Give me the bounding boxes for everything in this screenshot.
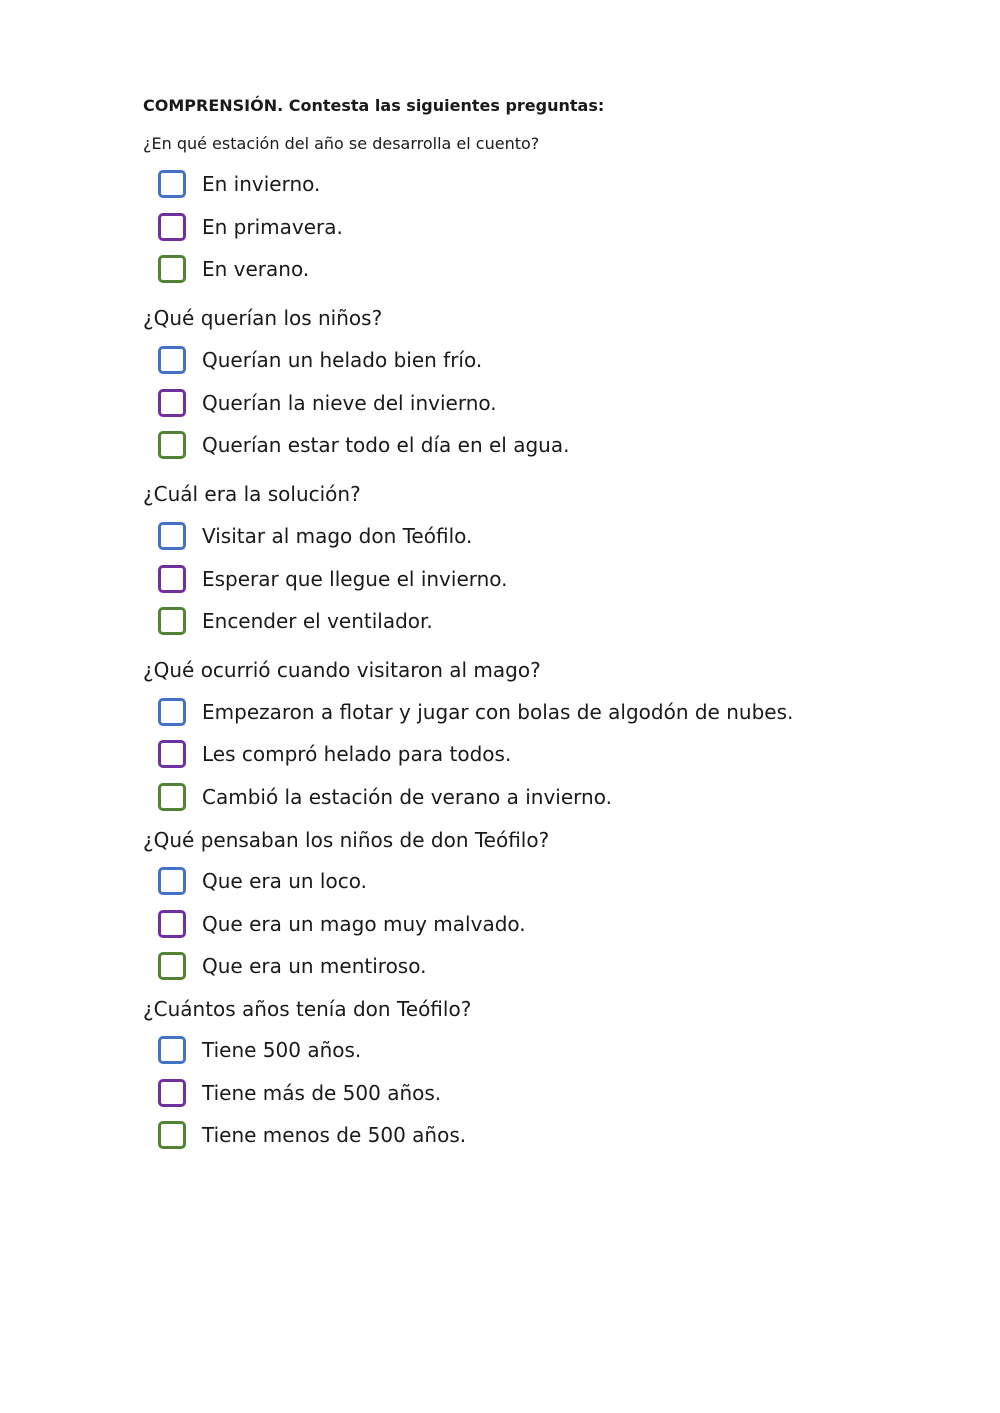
checkbox-blue[interactable] xyxy=(158,867,186,895)
checkbox-blue[interactable] xyxy=(158,170,186,198)
checkbox-purple[interactable] xyxy=(158,910,186,938)
option-label: Que era un mentiroso. xyxy=(202,954,427,978)
checkbox-blue[interactable] xyxy=(158,698,186,726)
option-label: Tiene más de 500 años. xyxy=(202,1081,442,1105)
checkbox-green[interactable] xyxy=(158,783,186,811)
option-2-1[interactable] xyxy=(158,343,482,377)
option-2-3[interactable] xyxy=(158,428,569,462)
checkbox-blue[interactable] xyxy=(158,522,186,550)
checkbox-blue[interactable] xyxy=(158,346,186,374)
checkbox-green[interactable] xyxy=(158,952,186,980)
option-label: En primavera. xyxy=(202,215,343,239)
option-2-2[interactable] xyxy=(158,386,497,420)
option-1-3[interactable] xyxy=(158,252,309,286)
option-label: Empezaron a flotar y jugar con bolas de algodón de nubes. xyxy=(202,700,794,724)
option-5-1[interactable] xyxy=(158,864,367,898)
worksheet-heading: COMPRENSIÓN. Contesta las siguientes preguntas: xyxy=(143,96,605,115)
option-label: Encender el ventilador. xyxy=(202,609,433,633)
option-label: Tiene 500 años. xyxy=(202,1038,362,1062)
checkbox-green[interactable] xyxy=(158,1121,186,1149)
option-5-2[interactable] xyxy=(158,907,526,941)
option-6-2[interactable] xyxy=(158,1076,441,1110)
option-label: Cambió la estación de verano a invierno. xyxy=(202,785,612,809)
option-3-2[interactable] xyxy=(158,562,508,596)
option-label: En invierno. xyxy=(202,172,321,196)
option-3-1[interactable] xyxy=(158,519,472,553)
question-1: ¿En qué estación del año se desarrolla el cuento? xyxy=(143,134,540,153)
question-2: ¿Qué querían los niños? xyxy=(143,306,383,330)
question-6: ¿Cuántos años tenía don Teófilo? xyxy=(143,997,472,1021)
option-4-2[interactable] xyxy=(158,737,511,771)
option-label: Visitar al mago don Teófilo. xyxy=(202,524,473,548)
checkbox-purple[interactable] xyxy=(158,389,186,417)
question-5: ¿Qué pensaban los niños de don Teófilo? xyxy=(143,828,550,852)
checkbox-purple[interactable] xyxy=(158,213,186,241)
checkbox-blue[interactable] xyxy=(158,1036,186,1064)
checkbox-green[interactable] xyxy=(158,607,186,635)
option-6-3[interactable] xyxy=(158,1118,466,1152)
option-label: Tiene menos de 500 años. xyxy=(202,1123,467,1147)
checkbox-purple[interactable] xyxy=(158,740,186,768)
option-4-3[interactable] xyxy=(158,780,612,814)
option-6-1[interactable] xyxy=(158,1033,361,1067)
checkbox-green[interactable] xyxy=(158,431,186,459)
option-4-1[interactable] xyxy=(158,695,793,729)
option-label: Querían un helado bien frío. xyxy=(202,348,483,372)
option-label: Que era un loco. xyxy=(202,869,367,893)
option-1-1[interactable] xyxy=(158,167,320,201)
option-5-3[interactable] xyxy=(158,949,426,983)
checkbox-green[interactable] xyxy=(158,255,186,283)
option-label: Que era un mago muy malvado. xyxy=(202,912,526,936)
checkbox-purple[interactable] xyxy=(158,565,186,593)
option-label: En verano. xyxy=(202,257,310,281)
option-label: Esperar que llegue el invierno. xyxy=(202,567,508,591)
question-3: ¿Cuál era la solución? xyxy=(143,482,361,506)
option-label: Les compró helado para todos. xyxy=(202,742,512,766)
question-4: ¿Qué ocurrió cuando visitaron al mago? xyxy=(143,658,541,682)
option-label: Querían la nieve del invierno. xyxy=(202,391,497,415)
option-label: Querían estar todo el día en el agua. xyxy=(202,433,570,457)
option-3-3[interactable] xyxy=(158,604,433,638)
checkbox-purple[interactable] xyxy=(158,1079,186,1107)
option-1-2[interactable] xyxy=(158,210,343,244)
